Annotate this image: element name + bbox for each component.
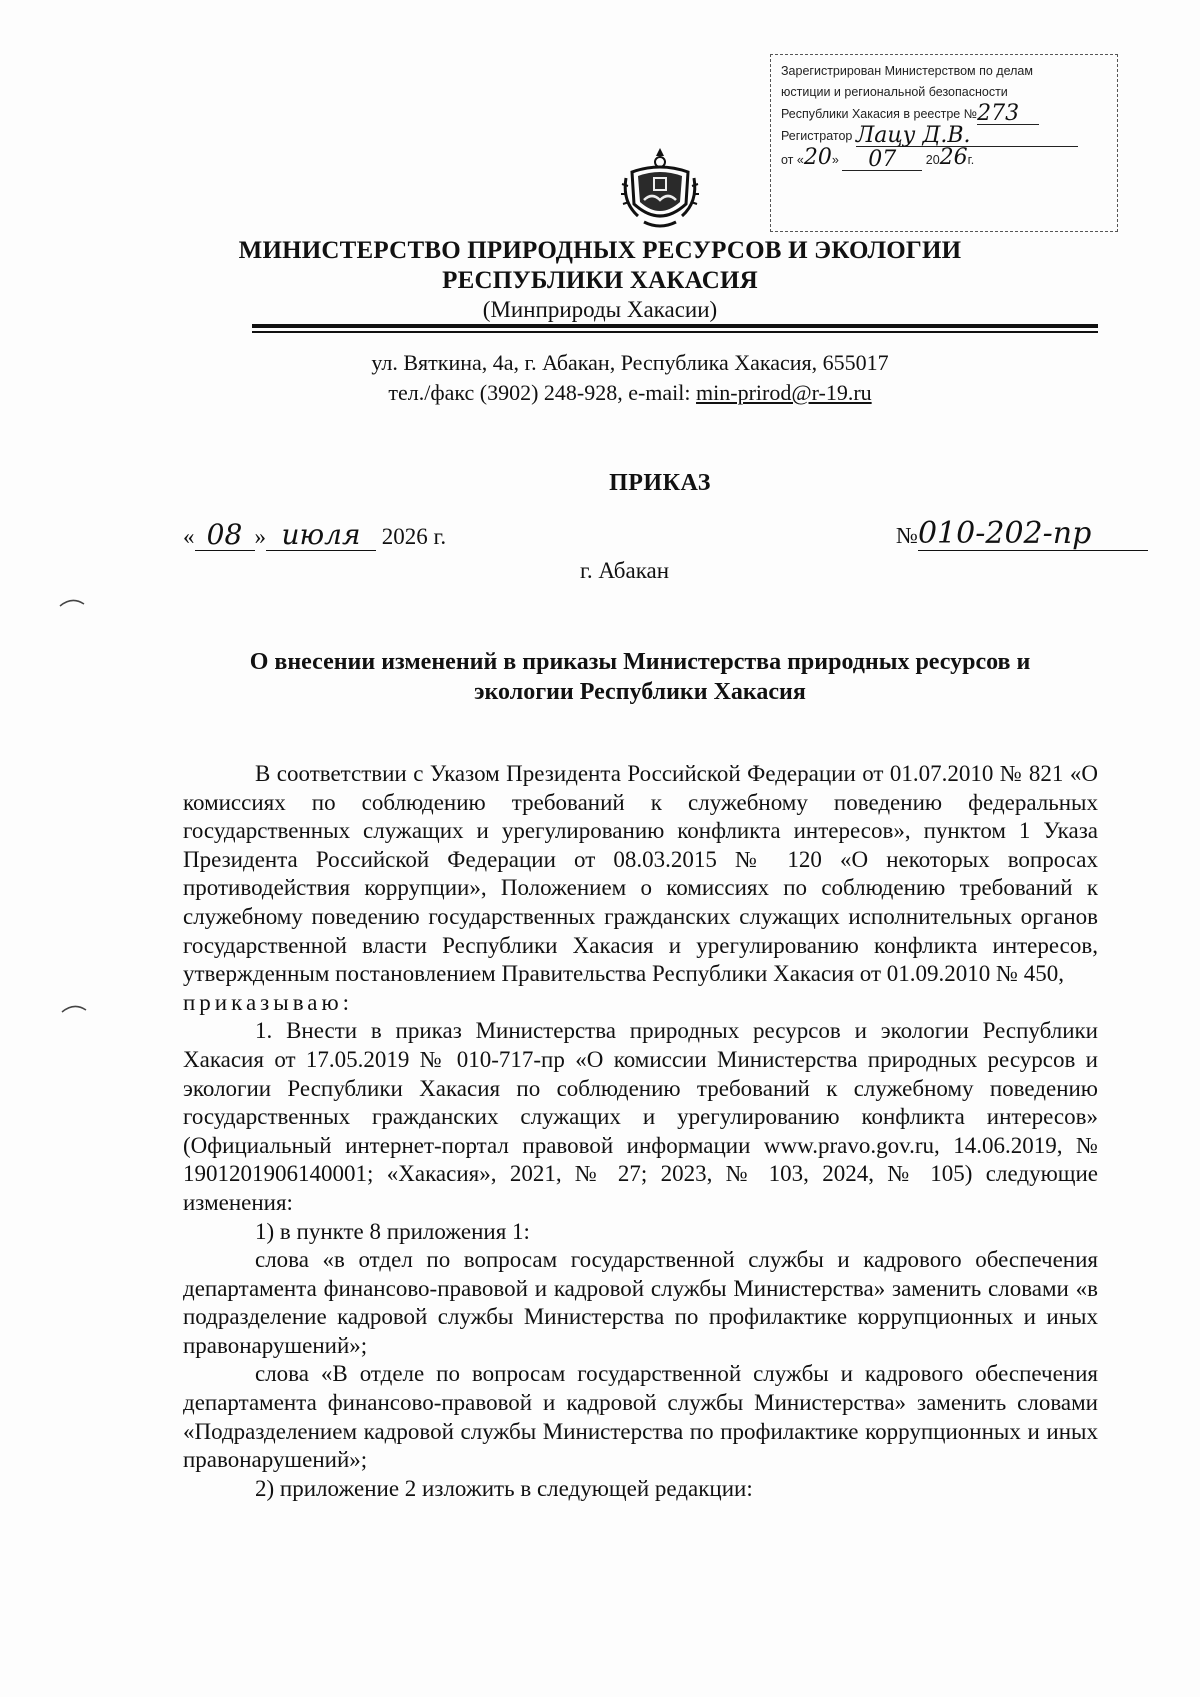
order-title-line-2: экологии Республики Хакасия [474, 679, 806, 705]
stamp-year-suffix: 26 [939, 145, 968, 170]
stamp-date-sep: » [831, 153, 839, 167]
coat-of-arms-emblem-icon [618, 142, 702, 232]
order-city: г. Абакан [580, 558, 670, 583]
order-number-value: 010-202-пр [918, 518, 1148, 551]
contact-block [0, 348, 1200, 408]
ministry-name-line-1: МИНИСТЕРСТВО ПРИРОДНЫХ РЕСУРСОВ И ЭКОЛОГИИ [238, 237, 962, 264]
scan-mark-icon [58, 594, 86, 608]
subclause-1-heading: 1) в пункте 8 приложения 1: [255, 1218, 530, 1244]
phone-fax: тел./факс (3902) 248-928, e-mail: [388, 380, 697, 405]
email-link[interactable]: min-prirod@r-19.ru [696, 380, 872, 405]
order-date [183, 520, 446, 551]
stamp-year-prefix: 20 [925, 153, 940, 167]
ministry-header [0, 236, 1200, 296]
stamp-line-1: Зарегистрирован Министерством по делам [781, 64, 1033, 78]
stamp-line-3 [781, 103, 1109, 125]
order-number [896, 518, 1148, 551]
stamp-registrar-row [781, 125, 1109, 147]
order-number-label: № [896, 523, 918, 548]
postal-address: ул. Вяткина, 4а, г. Абакан, Республика Хакасия, 655017 [371, 350, 889, 375]
clause-1-paragraph: 1. Внести в приказ Министерства природных ресурсов и экологии Республики Хакасия от 17.05.2019 № 010-717-пр «О комиссии Министерства природных ресурсов и экологии Республики Хакасия по соблюдению требований к служебному поведению государственных гражданских служащих и урегулированию конфликта интересов» (Официальный интернет-портал правовой информации www.pravo.gov.ru, 14.06.2019, № 1901201906140001; «Хакасия», 2021, № 27; 2023, № 103, 2024, № 105) следующие изменения: [183, 1018, 1098, 1215]
order-title-line-1: О внесении изменений в приказы Министерства природных ресурсов и [249, 649, 1031, 675]
amendment-paragraph-1: слова «в отдел по вопросам государственной службы и кадрового обеспечения департамента финансово-правовой и кадровой службы Министерства» заменить словами «в подразделение кадровой службы Министерства по профилактике коррупционных и иных правонарушений»; [183, 1247, 1098, 1358]
ministry-short-name: (Минприроды Хакасии) [482, 297, 718, 322]
amendment-paragraph-2: слова «В отделе по вопросам государственной службы и кадрового обеспечения департамента финансово-правовой и кадровой службы Министерства» заменить словами «Подразделением кадровой службы Министерства по профилактике коррупционных и иных правонарушений»; [183, 1361, 1098, 1473]
preamble-paragraph: В соответствии с Указом Президента Российской Федерации от 01.07.2010 № 821 «О комиссиях по соблюдению требований к служебному поведению федеральных государственных служащих и урегулированию конфликта интересов», пунктом 1 Указа Президента Российской Федерации от 08.03.2015 № 120 «О некоторых вопросах противодействия коррупции», Положением о комиссиях по соблюдению требований к служебному поведению государственных гражданских служащих исполнительных органов государственной власти Республики Хакасия и урегулированию конфликта интересов, утвержденным постановлением Правительства Республики Хакасия от 01.09.2010 № 450, [183, 761, 1098, 987]
registration-stamp [770, 54, 1118, 232]
stamp-year-end: г. [967, 153, 975, 167]
order-date-open: « [183, 524, 195, 549]
stamp-date-row [781, 147, 1109, 171]
subclause-2-heading: 2) приложение 2 изложить в следующей редакции: [255, 1475, 753, 1501]
registrar-signature: Лацу Д.В. [856, 125, 1078, 147]
order-date-close: » [254, 524, 266, 549]
order-date-day: 08 [195, 520, 255, 551]
stamp-registry-number: 273 [977, 103, 1039, 125]
order-command: приказываю: [183, 989, 354, 1015]
ministry-name-line-2: РЕСПУБЛИКИ ХАКАСИЯ [442, 267, 758, 294]
order-title [190, 647, 1090, 707]
order-body [183, 760, 1098, 1503]
header-divider-thick [252, 324, 1098, 328]
document-type: ПРИКАЗ [609, 470, 711, 496]
stamp-date-month: 07 [842, 149, 922, 171]
phone-email-row [0, 378, 1200, 408]
header-divider-thin [252, 331, 1098, 333]
stamp-date-prefix: от « [781, 153, 804, 167]
stamp-line-2: юстиции и региональной безопасности [781, 85, 1008, 99]
order-date-year: 2026 г. [381, 524, 447, 549]
stamp-date-day: 20 [803, 145, 832, 170]
stamp-registrar-label: Регистратор [781, 129, 853, 143]
order-date-month: июля [266, 520, 376, 551]
stamp-registry-label: Республики Хакасия в реестре № [781, 107, 978, 121]
scan-mark-icon [60, 1000, 88, 1014]
